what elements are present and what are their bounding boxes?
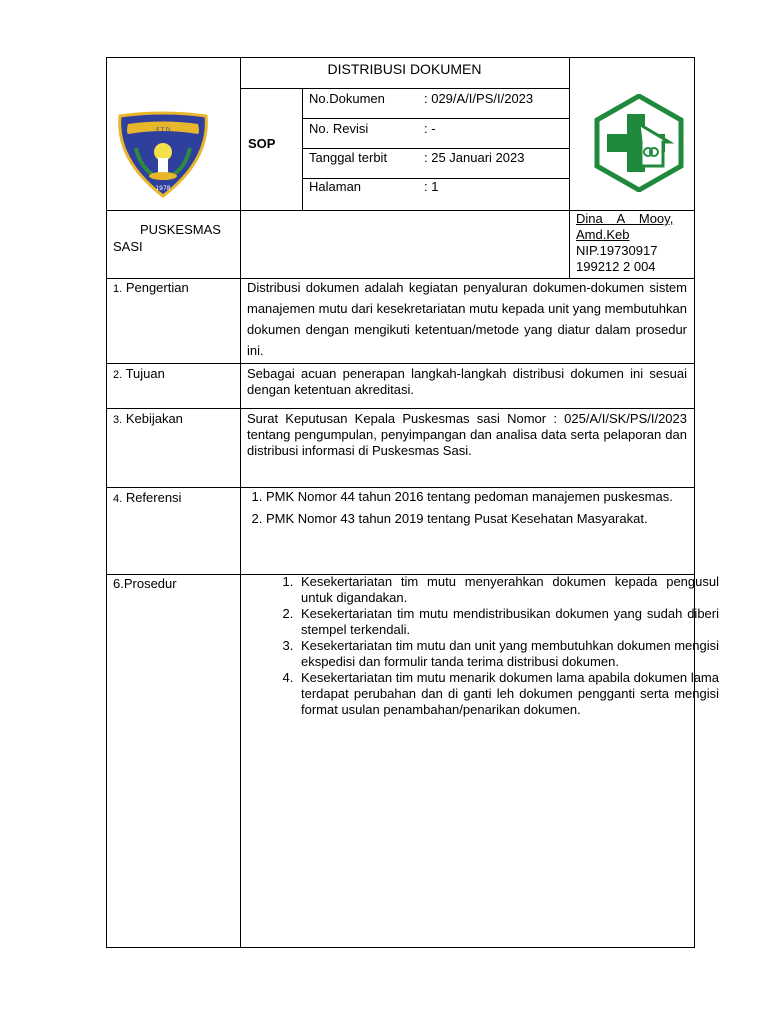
kebijakan-text: Surat Keputusan Kepala Puskesmas sasi Nomor : 025/A/I/SK/PS/I/2023 tentang pengumpulan, penyimpangan dan analisa data serta pelaporan dan distribusi informasi di Puskesmas Sasi. bbox=[247, 411, 687, 458]
meta-value-no-revisi: : - bbox=[424, 121, 436, 136]
outer-border-left bbox=[106, 57, 107, 948]
meta-row-1-bottom bbox=[302, 118, 569, 119]
section-3-number: 3. bbox=[113, 414, 123, 426]
meta-label-halaman: Halaman bbox=[309, 179, 362, 194]
signer-name-line1: Dina A Mooy, bbox=[576, 211, 674, 226]
sop-label: SOP bbox=[248, 136, 276, 151]
section-1-title: Pengertian bbox=[125, 280, 189, 295]
tujuan-text: Sebagai acuan penerapan langkah-langkah distribusi dokumen ini sesuai dengan ketentuan akreditasi. bbox=[247, 366, 687, 397]
regional-emblem-logo bbox=[114, 110, 212, 200]
section-2-number: 2. bbox=[113, 369, 123, 381]
section-3-label bbox=[113, 411, 183, 428]
section-6-label: 6.Prosedur bbox=[113, 576, 177, 591]
title-row-bottom bbox=[240, 88, 569, 89]
document-title: DISTRIBUSI DOKUMEN bbox=[327, 61, 482, 77]
sop-column-divider bbox=[302, 88, 303, 210]
prosedur-list bbox=[265, 574, 719, 718]
section-2-label bbox=[113, 366, 165, 383]
svg-text:1978: 1978 bbox=[155, 185, 171, 192]
prosedur-item: 1. Kesekertariatan tim mutu menyerahkan dokumen kepada pengusul untuk digandakan. bbox=[297, 574, 719, 606]
logo-column-divider bbox=[569, 57, 570, 278]
section-4-label bbox=[113, 490, 181, 507]
section-1-number: 1. bbox=[113, 283, 123, 295]
outer-border-top bbox=[106, 57, 695, 58]
section-2-title: Tujuan bbox=[125, 366, 165, 381]
meta-label-tanggal-terbit: Tanggal terbit bbox=[309, 150, 388, 165]
section-4-number: 4. bbox=[113, 493, 123, 505]
prosedur-item: 3. Kesekertariatan tim mutu dan unit yang membutuhkan dokumen mengisi ekspedisi dan formulir tanda terima distribusi dokumen. bbox=[297, 638, 719, 670]
referensi-list bbox=[246, 486, 707, 530]
shield-emblem-icon bbox=[114, 110, 212, 200]
prosedur-item: 4. Kesekertariatan tim mutu menarik dokumen lama apabila dokumen lama terdapat perubahan dan di ganti leh dokumen pengganti serta mengisi format usulan penambahan/penarikan dokumen. bbox=[297, 670, 719, 718]
section-1-bottom bbox=[106, 363, 695, 364]
section-1-label bbox=[113, 280, 189, 297]
puskesmas-cross-icon bbox=[593, 94, 685, 192]
outer-border-bottom bbox=[106, 947, 695, 948]
meta-label-no-revisi: No. Revisi bbox=[309, 121, 369, 136]
signer-nip-line1: NIP.19730917 bbox=[576, 243, 658, 258]
referensi-item: 2. PMK Nomor 43 tahun 2019 tentang Pusat Kesehatan Masyarakat. bbox=[266, 508, 707, 530]
label-column-divider bbox=[240, 57, 241, 948]
signer-nip-line2: 199212 2 004 bbox=[576, 259, 656, 274]
section-4-title: Referensi bbox=[125, 490, 182, 505]
section-3-title: Kebijakan bbox=[125, 411, 183, 426]
meta-value-no-dokumen: : 029/A/I/PS/I/2023 bbox=[424, 91, 534, 106]
meta-value-tanggal-terbit: : 25 Januari 2023 bbox=[424, 150, 525, 165]
referensi-item: 1. PMK Nomor 44 tahun 2016 tentang pedoman manajemen puskesmas. bbox=[266, 486, 707, 508]
signer-name-line2: Amd.Keb bbox=[576, 227, 630, 242]
org-name-line2: SASI bbox=[113, 239, 143, 254]
meta-value-halaman: : 1 bbox=[424, 179, 439, 194]
section-2-bottom bbox=[106, 408, 695, 409]
prosedur-item: 2. Kesekertariatan tim mutu mendistribusikan dokumen yang sudah diberi stempel terkendali. bbox=[297, 606, 719, 638]
meta-row-2-bottom bbox=[302, 148, 569, 149]
svg-text:F.T.D: F.T.D bbox=[156, 127, 170, 134]
puskesmas-logo bbox=[593, 94, 685, 192]
meta-label-no-dokumen: No.Dokumen bbox=[309, 91, 385, 106]
org-name-line1: PUSKESMAS bbox=[140, 222, 221, 237]
pengertian-text: Distribusi dokumen adalah kegiatan penyaluran dokumen-dokumen sistem manajemen mutu dari kesekretariatan mutu kepada unit yang membutuhkan dokumen dengan mengikuti ketentuan/metode yang diatur dalam prosedur ini. bbox=[247, 280, 687, 358]
